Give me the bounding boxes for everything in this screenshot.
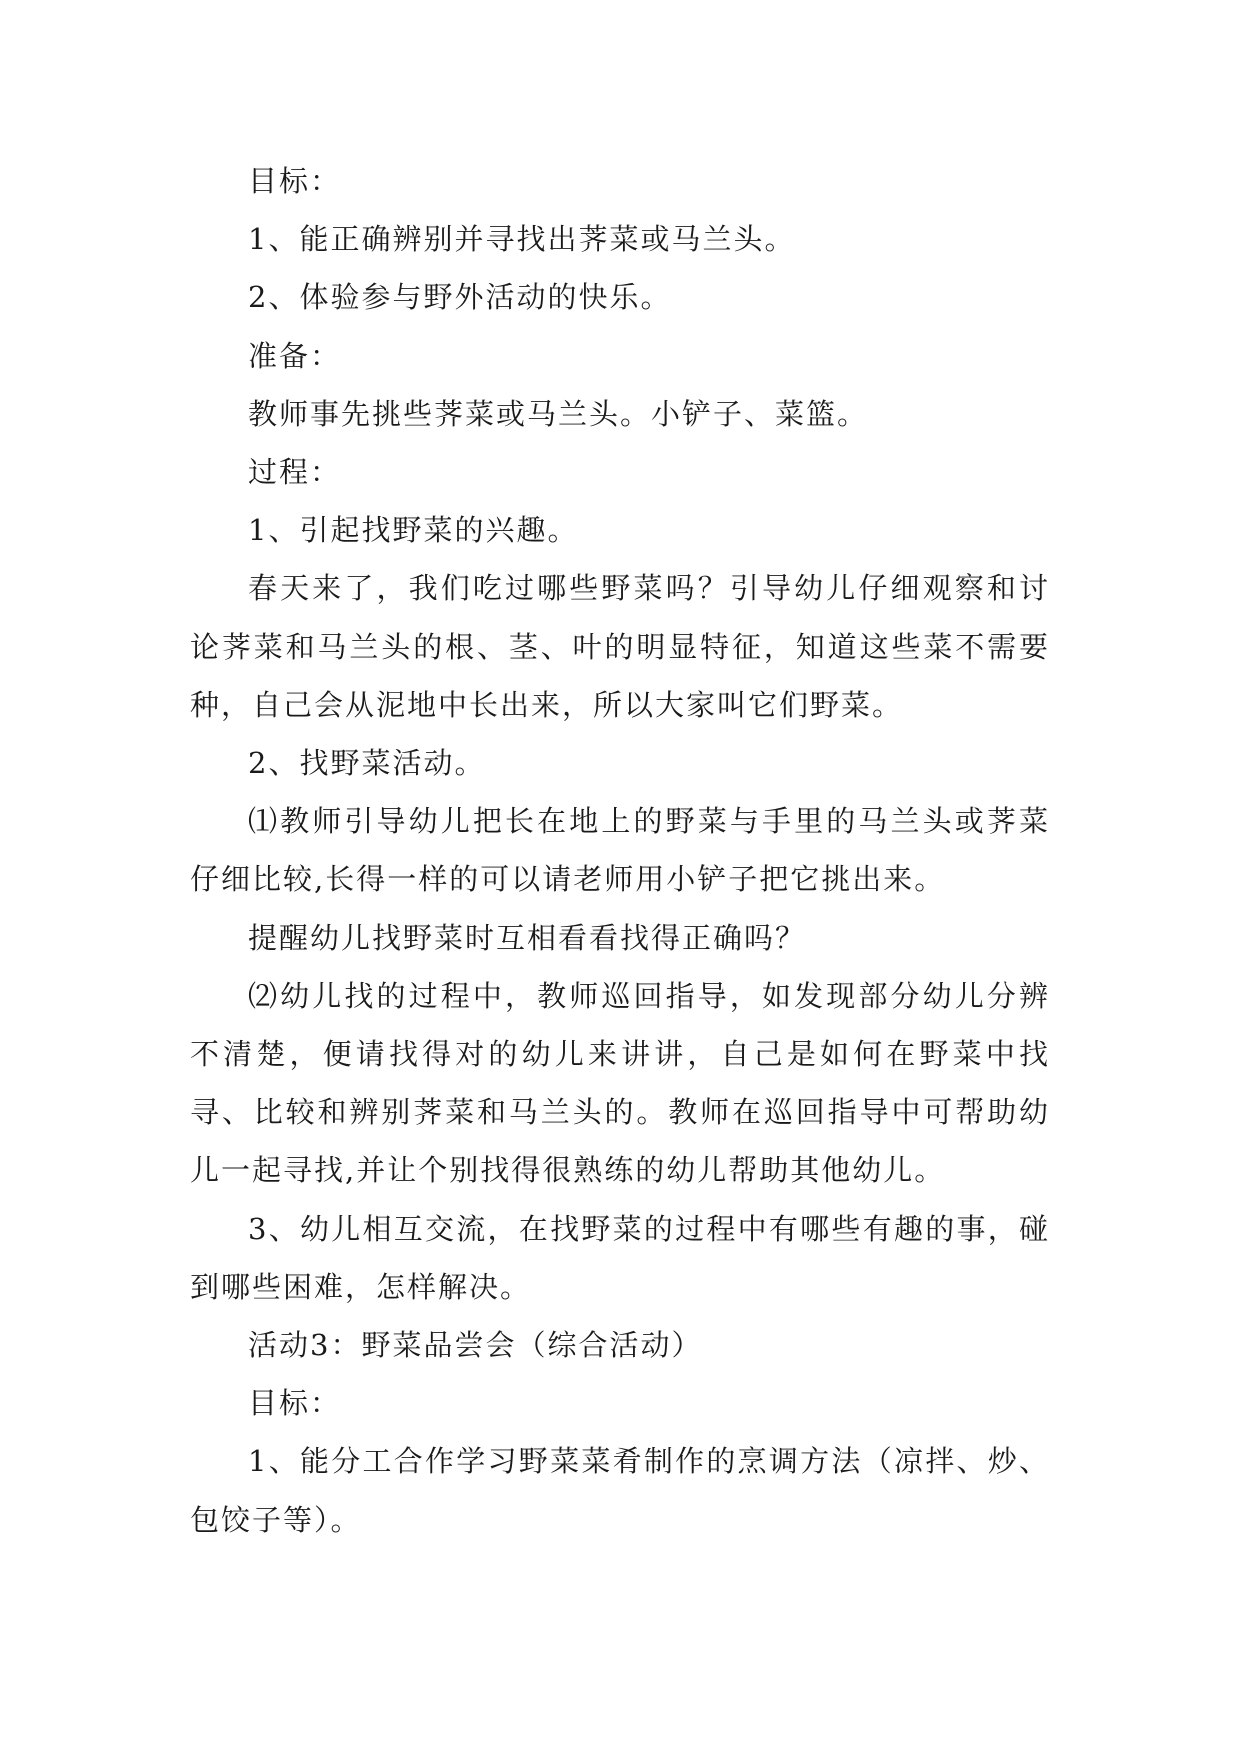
paragraph-goal-1: 1、能正确辨别并寻找出荠菜或马兰头。: [248, 222, 796, 257]
paragraph-process-step-3: 3、幼儿相互交流，在找野菜的过程中有哪些有趣的事，碰到哪些困难，怎样解决。: [190, 1211, 1050, 1304]
document-body: [190, 152, 1050, 1549]
paragraph-activity-3-goal-1: 1、能分工合作学习野菜菜肴制作的烹调方法（凉拌、炒、包饺子等）。: [190, 1444, 1050, 1537]
paragraph-preparation: 教师事先挑些荠菜或马兰头。小铲子、菜篮。: [248, 396, 869, 431]
paragraph-process-step-2: 2、找野菜活动。: [248, 746, 486, 781]
paragraph-spring-discussion: 春天来了，我们吃过哪些野菜吗？引导幼儿仔细观察和讨论荠菜和马兰头的根、茎、叶的明显特征，知道这些菜不需要种，自己会从泥地中长出来，所以大家叫它们野菜。: [190, 571, 1050, 722]
paragraph-teacher-guidance: ⑵幼儿找的过程中，教师巡回指导，如发现部分幼儿分辨不清楚，便请找得对的幼儿来讲讲，自己是如何在野菜中找寻、比较和辨别荠菜和马兰头的。教师在巡回指导中可帮助幼儿一起寻找,并让个别找得很熟练的幼儿帮助其他幼儿。: [190, 978, 1050, 1188]
paragraph-goal-heading-2: 目标：: [248, 1386, 342, 1421]
paragraph-compare-vegetables: ⑴教师引导幼儿把长在地上的野菜与手里的马兰头或荠菜仔细比较,长得一样的可以请老师用小铲子把它挑出来。: [190, 804, 1050, 897]
paragraph-goal-2: 2、体验参与野外活动的快乐。: [248, 280, 672, 315]
paragraph-goal-heading: 目标：: [248, 164, 342, 198]
paragraph-remind-check: 提醒幼儿找野菜时互相看看找得正确吗？: [248, 920, 807, 955]
paragraph-activity-3-title: 活动3：野菜品尝会（综合活动）: [248, 1328, 703, 1363]
paragraph-process-step-1: 1、引起找野菜的兴趣。: [248, 513, 579, 548]
paragraph-preparation-heading: 准备：: [248, 338, 342, 373]
paragraph-process-heading: 过程：: [248, 455, 342, 490]
